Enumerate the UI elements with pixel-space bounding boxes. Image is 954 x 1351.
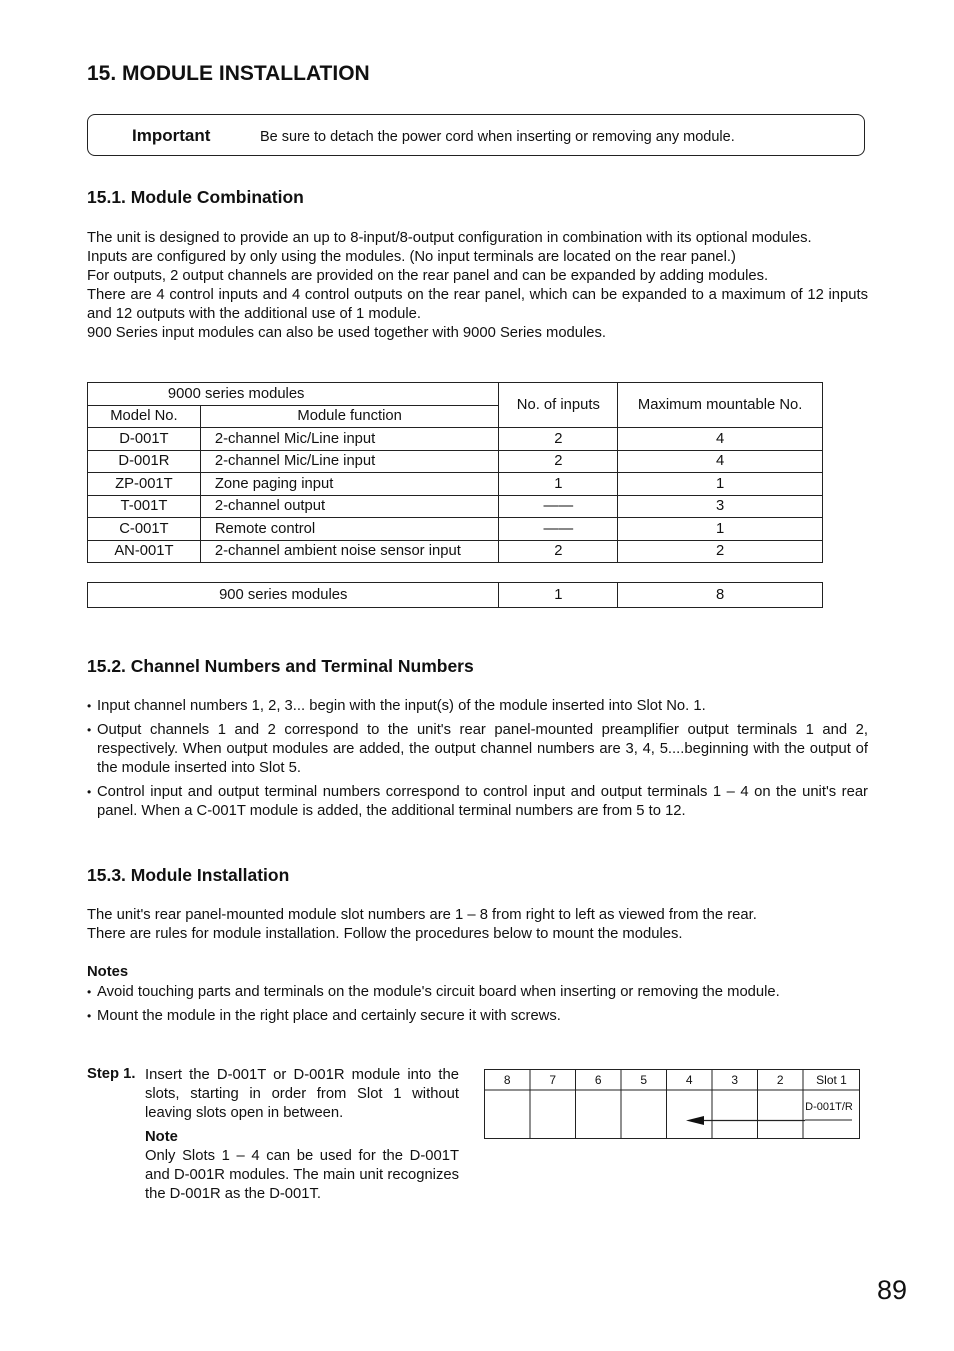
- module-installation-text: [87, 906, 868, 944]
- table-row: [88, 495, 823, 518]
- col-header-model: Model No.: [88, 405, 201, 428]
- cell-model: ZP-001T: [88, 473, 201, 496]
- series900-label: 900 series modules: [88, 583, 499, 608]
- paragraph: Inputs are configured by only using the modules. (No input terminals are located on the rear panel.): [87, 249, 736, 265]
- insertion-arrow-head: [686, 1116, 704, 1125]
- slot-label: 3: [731, 1073, 739, 1087]
- step-note-title: Note: [145, 1129, 178, 1145]
- group-header: 9000 series modules: [88, 383, 499, 406]
- section-heading-module-combination: 15.1. Module Combination: [87, 187, 304, 207]
- paragraph: There are rules for module installation. Follow the procedures below to mount the modules.: [87, 926, 683, 942]
- cell-model: D-001T: [88, 428, 201, 451]
- cell-model: AN-001T: [88, 540, 201, 563]
- cell-function: Remote control: [200, 518, 499, 541]
- list-item: • Input channel numbers 1, 2, 3... begin with the input(s) of the module inserted into Slot No. 1.: [87, 697, 868, 716]
- paragraph: The unit is designed to provide an up to 8-input/8-output configuration in combination with its optional modules.: [87, 230, 812, 246]
- col-header-max: Maximum mountable No.: [618, 383, 823, 428]
- slot-label: 2: [776, 1073, 784, 1087]
- important-text: Be sure to detach the power cord when inserting or removing any module.: [260, 129, 735, 145]
- table-header-row: [88, 383, 823, 406]
- channel-bullets: [87, 697, 868, 826]
- slot-label: 4: [685, 1073, 693, 1087]
- paragraph: 900 Series input modules can also be used together with 9000 Series modules.: [87, 325, 607, 341]
- slot-label: 6: [594, 1073, 602, 1087]
- page-number: 89: [877, 1275, 908, 1305]
- cell-inputs: ——: [499, 495, 618, 518]
- section-heading-channel-numbers: 15.2. Channel Numbers and Terminal Numbers: [87, 656, 474, 676]
- notes-list: [87, 983, 868, 1031]
- cell-model: T-001T: [88, 495, 201, 518]
- list-item: • Output channels 1 and 2 correspond to the unit's rear panel-mounted preamplifier output terminals 1 and 2, respectively. When output modules are added, the output channel numbers are 3, 4, 5....beginning with the output of the module inserted into Slot 5.: [87, 721, 868, 778]
- paragraph: The unit's rear panel-mounted module slot numbers are 1 – 8 from right to left as viewed from the rear.: [87, 907, 757, 923]
- module-table: [87, 382, 823, 563]
- slot-label: 5: [640, 1073, 648, 1087]
- table-row: [88, 583, 823, 608]
- cell-inputs: 2: [499, 450, 618, 473]
- list-item: • Avoid touching parts and terminals on the module's circuit board when inserting or removing the module.: [87, 983, 868, 1002]
- step-note-text: Only Slots 1 – 4 can be used for the D-001T and D-001R modules. The main unit recognizes the D-001R as the D-001T.: [145, 1148, 459, 1202]
- important-label: Important: [132, 126, 211, 145]
- cell-function: 2-channel Mic/Line input: [200, 450, 499, 473]
- slot-label: Slot 1: [816, 1073, 847, 1087]
- table-row: [88, 473, 823, 496]
- step-body: [145, 1066, 459, 1204]
- series900-table: [87, 582, 823, 608]
- step-text: Insert the D-001T or D-001R module into the slots, starting in order from Slot 1 without leaving slots open in between.: [145, 1067, 459, 1121]
- cell-inputs: 1: [499, 473, 618, 496]
- cell-inputs: ——: [499, 518, 618, 541]
- cell-model: C-001T: [88, 518, 201, 541]
- page-title: 15. MODULE INSTALLATION: [87, 62, 370, 85]
- cell-inputs: 2: [499, 540, 618, 563]
- series900-inputs: 1: [499, 583, 618, 608]
- paragraph: For outputs, 2 output channels are provided on the rear panel and can be expanded by adding modules.: [87, 268, 769, 284]
- slot-label: 7: [549, 1073, 557, 1087]
- table-row: [88, 450, 823, 473]
- list-item: • Mount the module in the right place and certainly secure it with screws.: [87, 1007, 868, 1026]
- list-item: • Control input and output terminal numbers correspond to control input and output terminals 1 – 4 on the unit's rear panel. When a C-001T module is added, the additional terminal numbers are from 5 to 12.: [87, 783, 868, 821]
- section-heading-module-installation: 15.3. Module Installation: [87, 865, 290, 885]
- module-combination-text: [87, 229, 868, 343]
- cell-function: Zone paging input: [200, 473, 499, 496]
- table-row: [88, 428, 823, 451]
- cell-function: 2-channel Mic/Line input: [200, 428, 499, 451]
- cell-max: 4: [618, 428, 823, 451]
- cell-function: 2-channel output: [200, 495, 499, 518]
- cell-inputs: 2: [499, 428, 618, 451]
- col-header-inputs: No. of inputs: [499, 383, 618, 428]
- col-header-function: Module function: [200, 405, 499, 428]
- cell-function: 2-channel ambient noise sensor input: [200, 540, 499, 563]
- cell-max: 1: [618, 518, 823, 541]
- notes-title: Notes: [87, 964, 129, 980]
- paragraph: There are 4 control inputs and 4 control outputs on the rear panel, which can be expanded to a maximum of 12 inputs and 12 outputs with the additional use of 1 module.: [87, 287, 868, 322]
- series900-max: 8: [618, 583, 823, 608]
- cell-model: D-001R: [88, 450, 201, 473]
- table-row: [88, 540, 823, 563]
- cell-max: 4: [618, 450, 823, 473]
- module-label: D-001T/R: [805, 1101, 853, 1113]
- important-box: [87, 114, 865, 156]
- cell-max: 3: [618, 495, 823, 518]
- slot-diagram: [483, 1068, 863, 1142]
- slot-label: 8: [503, 1073, 511, 1087]
- step-label: Step 1.: [87, 1066, 136, 1082]
- table-row: [88, 518, 823, 541]
- cell-max: 1: [618, 473, 823, 496]
- cell-max: 2: [618, 540, 823, 563]
